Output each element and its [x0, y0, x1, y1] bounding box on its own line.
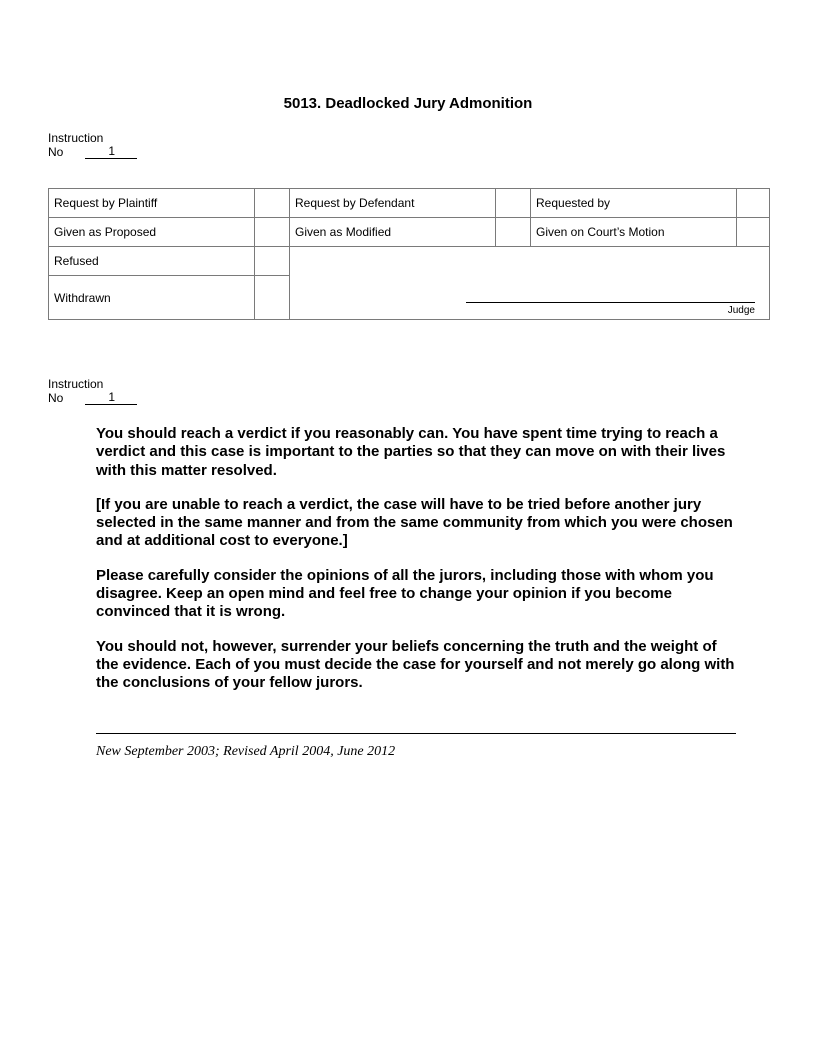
judge-signature-line[interactable] — [466, 302, 755, 303]
history-note: New September 2003; Revised April 2004, June 2012 — [96, 744, 396, 759]
withdrawn-label: Withdrawn — [49, 276, 255, 320]
request-by-plaintiff-box[interactable] — [255, 189, 290, 218]
instruction-no-label: No — [48, 391, 64, 405]
instruction-no-value: 1 — [85, 391, 137, 405]
instruction-label: Instruction — [48, 131, 104, 145]
refused-box[interactable] — [255, 247, 290, 276]
instruction-no-value: 1 — [85, 145, 137, 159]
paragraph: You should not, however, surrender your beliefs concerning the truth and the weight of the evidence. Each of you must decide the case for yourself and not merely go along with the conclusions of your fellow jurors. — [96, 637, 735, 692]
request-disposition-table — [48, 188, 770, 320]
withdrawn-box[interactable] — [255, 276, 290, 320]
instruction-no-label: No — [48, 145, 64, 159]
instruction-body — [96, 425, 736, 709]
given-as-modified-box[interactable] — [496, 218, 531, 247]
request-by-plaintiff-label: Request by Plaintiff — [49, 189, 255, 218]
page-title: 5013. Deadlocked Jury Admonition — [283, 95, 533, 112]
given-as-proposed-label: Given as Proposed — [49, 218, 255, 247]
instruction-number-block-2 — [48, 377, 137, 405]
divider — [96, 733, 736, 734]
given-on-courts-motion-label: Given on Court’s Motion — [531, 218, 737, 247]
given-on-courts-motion-box[interactable] — [737, 218, 770, 247]
request-by-defendant-label: Request by Defendant — [290, 189, 496, 218]
instruction-number-block — [48, 131, 137, 159]
instruction-label: Instruction — [48, 377, 104, 391]
paragraph: You should reach a verdict if you reasonably can. You have spent time trying to reach a verdict and this case is important to the parties so that they can move on with their lives with this matter resolved. — [96, 425, 726, 479]
paragraph: [If you are unable to reach a verdict, the case will have to be tried before another jury selected in the same manner and from the same community from which you were chosen and at additional cost to everyone.] — [96, 495, 733, 550]
given-as-proposed-box[interactable] — [255, 218, 290, 247]
given-as-modified-label: Given as Modified — [290, 218, 496, 247]
judge-signature-area — [290, 247, 770, 320]
judge-label: Judge — [727, 305, 755, 316]
requested-by-label: Requested by — [531, 189, 737, 218]
request-by-defendant-box[interactable] — [496, 189, 531, 218]
paragraph: Please carefully consider the opinions of all the jurors, including those with whom you disagree. Keep an open mind and feel free to change your opinion if you become convinced that it is wrong. — [96, 566, 714, 621]
requested-by-box[interactable] — [737, 189, 770, 218]
refused-label: Refused — [49, 247, 255, 276]
